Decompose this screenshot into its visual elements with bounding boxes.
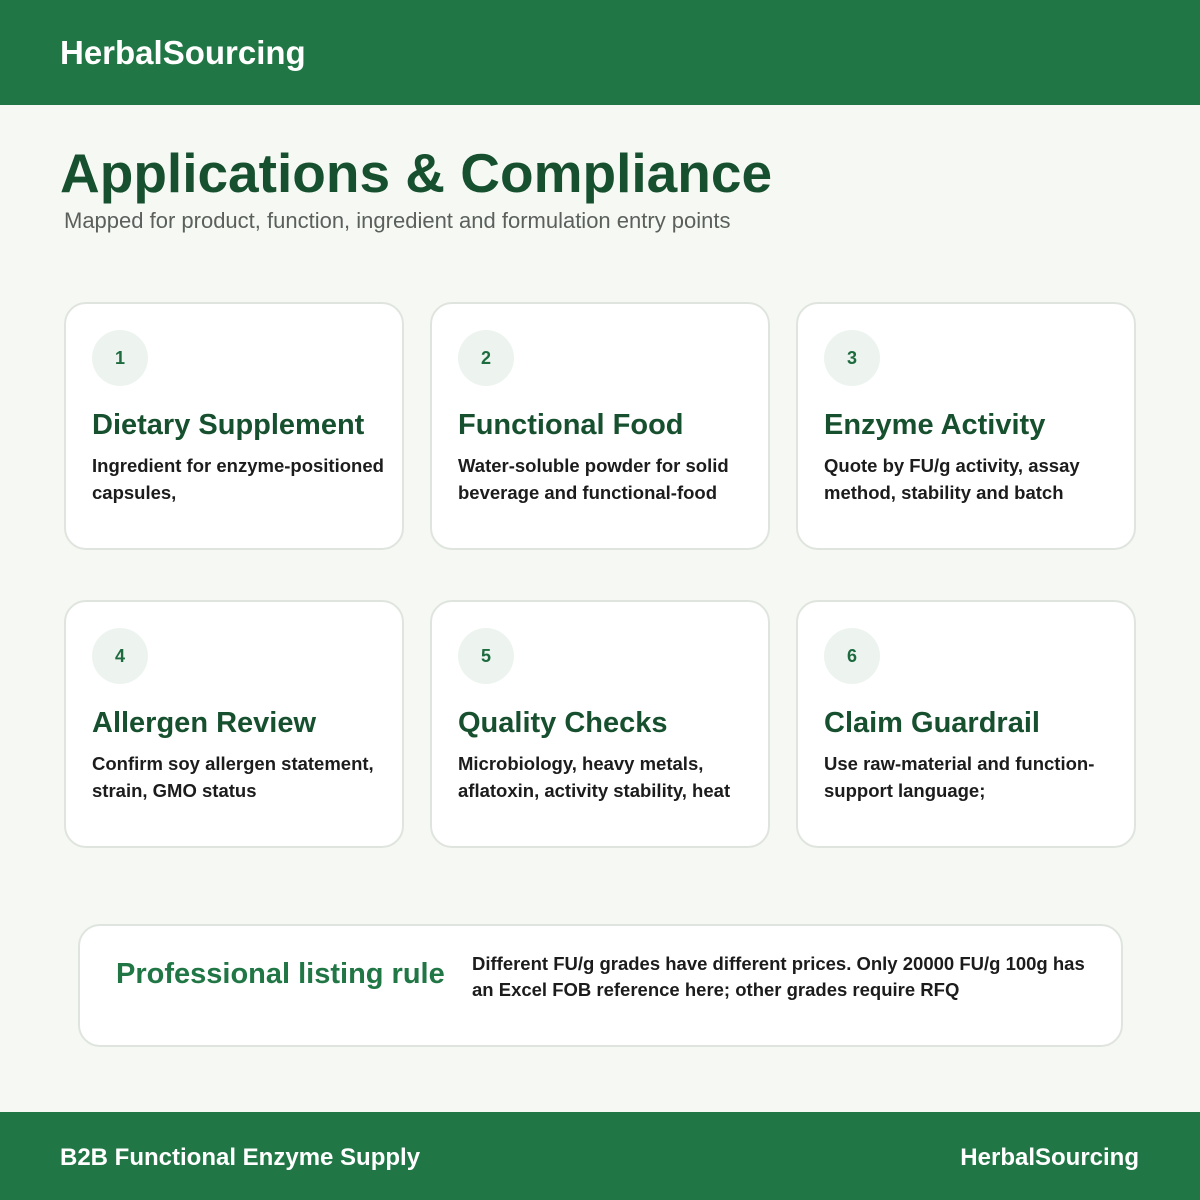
card-title: Functional Food [458, 409, 684, 441]
card-title: Claim Guardrail [824, 707, 1040, 739]
card-description: Quote by FU/g activity, assay method, stability and batch [824, 455, 1080, 503]
card-title: Quality Checks [458, 707, 668, 739]
card-dietary-supplement [64, 302, 404, 550]
card-description: Ingredient for enzyme-positioned capsules, [92, 455, 384, 503]
card-title: Enzyme Activity [824, 409, 1046, 441]
card-number-badge: 6 [824, 628, 880, 684]
header-bar [0, 0, 1200, 105]
card-title: Dietary Supplement [92, 409, 365, 441]
brand-logo-text[interactable]: HerbalSourcing [60, 34, 306, 71]
card-description: Confirm soy allergen statement, strain, GMO status [92, 753, 374, 801]
footer-bar [0, 1112, 1200, 1200]
page-title: Applications & Compliance [60, 142, 773, 204]
listing-rule-text: Different FU/g grades have different prices. Only 20000 FU/g 100g has an Excel FOB reference here; other grades require RFQ [472, 953, 1085, 1000]
card-description: Use raw-material and function-support language; [824, 753, 1095, 801]
card-number-badge: 2 [458, 330, 514, 386]
card-description: Water-soluble powder for solid beverage and functional-food [458, 455, 729, 503]
card-title: Allergen Review [92, 707, 317, 739]
card-number-badge: 3 [824, 330, 880, 386]
card-number-badge: 4 [92, 628, 148, 684]
listing-rule-label: Professional listing rule [116, 958, 445, 990]
card-claim-guardrail [796, 600, 1136, 848]
listing-rule-box [78, 924, 1123, 1047]
card-allergen-review [64, 600, 404, 848]
footer-brand[interactable]: HerbalSourcing [960, 1144, 1139, 1171]
card-number-badge: 1 [92, 330, 148, 386]
card-quality-checks [430, 600, 770, 848]
card-description: Microbiology, heavy metals, aflatoxin, activity stability, heat [458, 753, 731, 801]
footer-tagline: B2B Functional Enzyme Supply [60, 1144, 421, 1171]
card-functional-food [430, 302, 770, 550]
card-enzyme-activity [796, 302, 1136, 550]
page-subtitle: Mapped for product, function, ingredient and formulation entry points [64, 208, 731, 233]
card-number-badge: 5 [458, 628, 514, 684]
